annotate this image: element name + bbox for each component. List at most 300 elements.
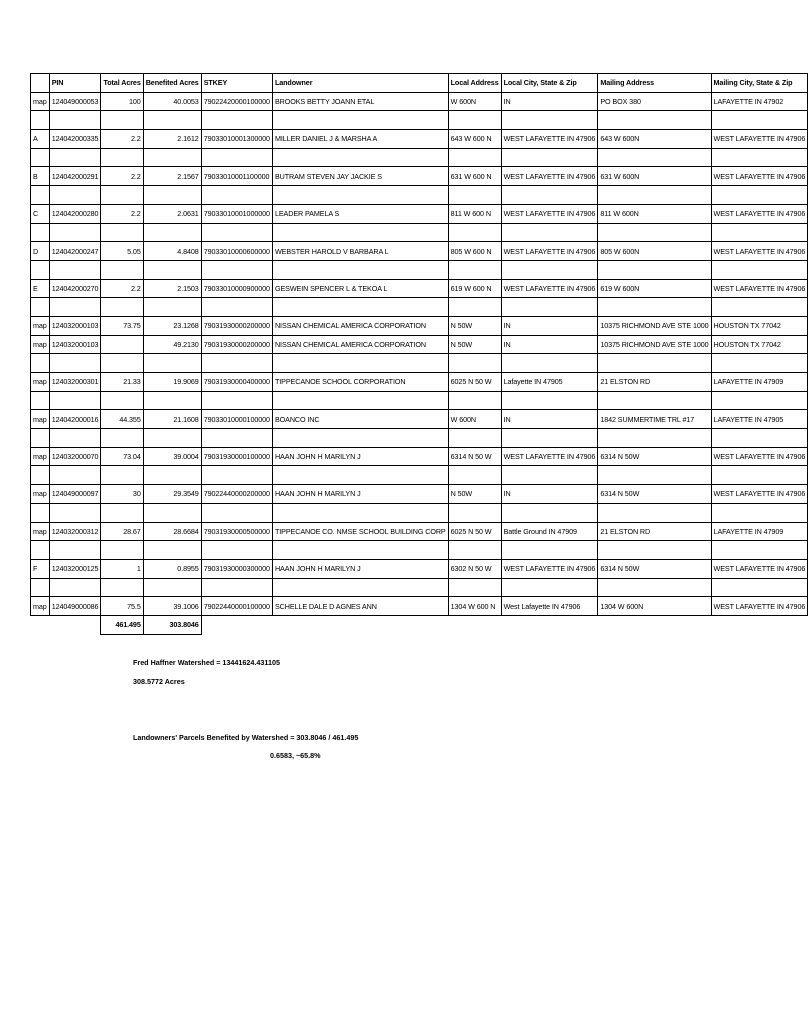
cell-row-marker: map	[31, 485, 50, 504]
cell-local-city: WEST LAFAYETTE IN 47906	[501, 242, 598, 261]
spacer-cell	[143, 223, 201, 242]
spacer-cell	[448, 260, 501, 279]
benefited-acres-sum: 303.8046	[143, 615, 201, 634]
spacer-cell	[31, 578, 50, 597]
header-benefited-acres: Benefited Acres	[143, 74, 201, 93]
cell-benefited-acres: 39.1006	[143, 597, 201, 616]
spreadsheet	[30, 73, 808, 635]
spacer-cell	[501, 186, 598, 205]
cell-total-acres: 21.33	[101, 373, 143, 392]
spacer-cell	[101, 298, 143, 317]
spacer-cell	[272, 503, 448, 522]
spacer-cell	[501, 148, 598, 167]
spacer-row	[31, 354, 808, 373]
spacer-cell	[143, 186, 201, 205]
table-row	[31, 335, 808, 354]
cell-local-address: 619 W 600 N	[448, 279, 501, 298]
spacer-cell	[101, 148, 143, 167]
cell-pin: 124032000125	[49, 559, 101, 578]
spacer-cell	[49, 541, 101, 560]
cell-landowner: LEADER PAMELA S	[272, 204, 448, 223]
cell-mailing-city: WEST LAFAYETTE IN 47906	[711, 279, 808, 298]
cell-mailing-city: LAFAYETTE IN 47905	[711, 410, 808, 429]
ratio-note: Landowners' Parcels Benefited by Watershed = 303.8046 / 461.495	[133, 733, 359, 742]
header-mailing-city: Mailing City, State & Zip	[711, 74, 808, 93]
spacer-cell	[201, 298, 272, 317]
cell-mailing-address: 6314 N 50W	[598, 447, 711, 466]
cell-stkey: 79033010001100000	[201, 167, 272, 186]
spacer-cell	[49, 298, 101, 317]
cell-local-address: 6025 N 50 W	[448, 522, 501, 541]
spacer-row	[31, 429, 808, 448]
spacer-cell	[501, 298, 598, 317]
spacer-cell	[101, 466, 143, 485]
cell-stkey: 79033010001300000	[201, 130, 272, 149]
cell-total-acres: 100	[101, 92, 143, 111]
spacer-cell	[143, 503, 201, 522]
cell-landowner: NISSAN CHEMICAL AMERICA CORPORATION	[272, 335, 448, 354]
spacer-cell	[49, 503, 101, 522]
spacer-cell	[598, 466, 711, 485]
cell-row-marker: F	[31, 559, 50, 578]
cell-mailing-address: 1842 SUMMERTIME TRL #17	[598, 410, 711, 429]
spacer-cell	[49, 578, 101, 597]
table-row	[31, 485, 808, 504]
cell-benefited-acres: 21.1608	[143, 410, 201, 429]
spacer-cell	[272, 223, 448, 242]
spacer-cell	[448, 578, 501, 597]
cell-mailing-city: WEST LAFAYETTE IN 47906	[711, 485, 808, 504]
spacer-cell	[49, 391, 101, 410]
cell-pin: 124042000270	[49, 279, 101, 298]
spacer-row	[31, 298, 808, 317]
spacer-cell	[201, 186, 272, 205]
cell-local-address: N 50W	[448, 316, 501, 335]
header-pin: PIN	[49, 74, 101, 93]
spacer-cell	[501, 111, 598, 130]
cell-mailing-city: WEST LAFAYETTE IN 47906	[711, 167, 808, 186]
ratio-percent-note: 0.6583, ~65.8%	[270, 751, 321, 760]
table-row	[31, 316, 808, 335]
cell-stkey: 79031930000400000	[201, 373, 272, 392]
spacer-row	[31, 391, 808, 410]
cell-row-marker: C	[31, 204, 50, 223]
spacer-row	[31, 186, 808, 205]
cell-total-acres: 5.05	[101, 242, 143, 261]
header-local-address: Local Address	[448, 74, 501, 93]
parcel-table	[30, 73, 808, 635]
spacer-cell	[598, 148, 711, 167]
table-row	[31, 242, 808, 261]
cell-pin: 124032000103	[49, 335, 101, 354]
cell-mailing-city: LAFAYETTE IN 47909	[711, 522, 808, 541]
spacer-cell	[598, 354, 711, 373]
spacer-cell	[272, 354, 448, 373]
cell-total-acres: 2.2	[101, 204, 143, 223]
spacer-cell	[501, 541, 598, 560]
cell-local-city: Lafayette IN 47905	[501, 373, 598, 392]
spacer-cell	[143, 148, 201, 167]
cell-stkey: 79031930000300000	[201, 559, 272, 578]
spacer-cell	[49, 466, 101, 485]
cell-local-address: 6025 N 50 W	[448, 373, 501, 392]
spacer-cell	[49, 354, 101, 373]
cell-local-city: WEST LAFAYETTE IN 47906	[501, 279, 598, 298]
cell-row-marker: map	[31, 92, 50, 111]
cell-pin: 124032000070	[49, 447, 101, 466]
empty-cell	[598, 615, 711, 634]
spacer-cell	[448, 541, 501, 560]
cell-mailing-address: 10375 RICHMOND AVE STE 1000	[598, 335, 711, 354]
spacer-row	[31, 503, 808, 522]
cell-mailing-city: HOUSTON TX 77042	[711, 335, 808, 354]
cell-row-marker: map	[31, 335, 50, 354]
cell-landowner: TIPPECANOE SCHOOL CORPORATION	[272, 373, 448, 392]
cell-row-marker: map	[31, 316, 50, 335]
cell-benefited-acres: 39.0004	[143, 447, 201, 466]
spacer-cell	[711, 503, 808, 522]
spacer-cell	[101, 429, 143, 448]
cell-total-acres: 1	[101, 559, 143, 578]
cell-mailing-address: 21 ELSTON RD	[598, 373, 711, 392]
empty-cell	[448, 615, 501, 634]
spacer-row	[31, 541, 808, 560]
spacer-cell	[272, 391, 448, 410]
cell-landowner: BROOKS BETTY JOANN ETAL	[272, 92, 448, 111]
cell-landowner: TIPPECANOE CO. NMSE SCHOOL BUILDING CORP	[272, 522, 448, 541]
spacer-cell	[201, 541, 272, 560]
spacer-cell	[501, 429, 598, 448]
spacer-cell	[501, 354, 598, 373]
spacer-cell	[143, 541, 201, 560]
table-row	[31, 373, 808, 392]
spacer-cell	[201, 578, 272, 597]
cell-pin: 124049000053	[49, 92, 101, 111]
cell-mailing-city: WEST LAFAYETTE IN 47906	[711, 597, 808, 616]
spacer-cell	[501, 466, 598, 485]
cell-mailing-city: WEST LAFAYETTE IN 47906	[711, 447, 808, 466]
cell-local-city: Battle Ground IN 47909	[501, 522, 598, 541]
spacer-cell	[201, 354, 272, 373]
spacer-cell	[598, 186, 711, 205]
spacer-cell	[711, 148, 808, 167]
cell-pin: 124032000103	[49, 316, 101, 335]
watershed-note: Fred Haffner Watershed = 13441624.431105	[133, 658, 280, 667]
cell-local-address: N 50W	[448, 485, 501, 504]
spacer-cell	[143, 298, 201, 317]
spacer-cell	[101, 260, 143, 279]
cell-local-address: 811 W 600 N	[448, 204, 501, 223]
header-total-acres: Total Acres	[101, 74, 143, 93]
cell-total-acres	[101, 335, 143, 354]
cell-benefited-acres: 23.1268	[143, 316, 201, 335]
spacer-cell	[201, 260, 272, 279]
spacer-cell	[31, 186, 50, 205]
cell-benefited-acres: 4.8408	[143, 242, 201, 261]
cell-pin: 124049000086	[49, 597, 101, 616]
spacer-cell	[101, 578, 143, 597]
cell-mailing-address: 805 W 600N	[598, 242, 711, 261]
cell-local-address: 643 W 600 N	[448, 130, 501, 149]
spacer-cell	[101, 223, 143, 242]
cell-landowner: BOANCO INC	[272, 410, 448, 429]
spacer-cell	[711, 354, 808, 373]
cell-stkey: 79031930000500000	[201, 522, 272, 541]
cell-landowner: SCHELLE DALE D AGNES ANN	[272, 597, 448, 616]
cell-local-city: IN	[501, 410, 598, 429]
spacer-cell	[448, 391, 501, 410]
cell-total-acres: 2.2	[101, 130, 143, 149]
cell-row-marker: map	[31, 373, 50, 392]
spacer-cell	[711, 391, 808, 410]
spacer-cell	[711, 298, 808, 317]
cell-stkey: 79022440000100000	[201, 597, 272, 616]
spacer-cell	[49, 260, 101, 279]
spacer-cell	[501, 260, 598, 279]
cell-total-acres: 28.67	[101, 522, 143, 541]
spacer-cell	[598, 260, 711, 279]
spacer-cell	[598, 111, 711, 130]
spacer-cell	[272, 466, 448, 485]
spacer-cell	[101, 111, 143, 130]
spacer-cell	[598, 541, 711, 560]
spacer-cell	[448, 298, 501, 317]
cell-benefited-acres: 2.1612	[143, 130, 201, 149]
cell-pin: 124042000335	[49, 130, 101, 149]
cell-local-city: West Lafayette IN 47906	[501, 597, 598, 616]
spacer-cell	[49, 111, 101, 130]
empty-cell	[501, 615, 598, 634]
header-row	[31, 74, 808, 93]
spacer-cell	[711, 466, 808, 485]
cell-stkey: 79031930000200000	[201, 335, 272, 354]
spacer-cell	[143, 260, 201, 279]
spacer-row	[31, 111, 808, 130]
total-acres-sum: 461.495	[101, 615, 143, 634]
cell-mailing-city: LAFAYETTE IN 47909	[711, 373, 808, 392]
spacer-cell	[272, 429, 448, 448]
spacer-cell	[31, 541, 50, 560]
spacer-cell	[598, 578, 711, 597]
cell-stkey: 79033010001000000	[201, 204, 272, 223]
cell-row-marker: E	[31, 279, 50, 298]
cell-total-acres: 73.75	[101, 316, 143, 335]
cell-local-address: 6314 N 50 W	[448, 447, 501, 466]
spacer-cell	[101, 541, 143, 560]
cell-row-marker: B	[31, 167, 50, 186]
cell-local-city: WEST LAFAYETTE IN 47906	[501, 559, 598, 578]
spacer-cell	[31, 298, 50, 317]
spacer-row	[31, 223, 808, 242]
cell-stkey: 79033010000100000	[201, 410, 272, 429]
cell-row-marker: A	[31, 130, 50, 149]
spacer-cell	[143, 111, 201, 130]
spacer-cell	[143, 354, 201, 373]
totals-row	[31, 615, 808, 634]
spacer-cell	[143, 429, 201, 448]
spacer-cell	[31, 148, 50, 167]
empty-cell	[201, 615, 272, 634]
table-row	[31, 167, 808, 186]
header-mailing-address: Mailing Address	[598, 74, 711, 93]
cell-total-acres: 75.5	[101, 597, 143, 616]
table-row	[31, 410, 808, 429]
spacer-cell	[101, 503, 143, 522]
cell-landowner: NISSAN CHEMICAL AMERICA CORPORATION	[272, 316, 448, 335]
cell-pin: 124042000291	[49, 167, 101, 186]
cell-landowner: HAAN JOHN H MARILYN J	[272, 559, 448, 578]
empty-cell	[272, 615, 448, 634]
cell-stkey: 79022440000200000	[201, 485, 272, 504]
cell-benefited-acres: 2.0631	[143, 204, 201, 223]
cell-mailing-address: 619 W 600N	[598, 279, 711, 298]
spacer-cell	[501, 503, 598, 522]
spacer-cell	[101, 354, 143, 373]
spacer-cell	[711, 260, 808, 279]
cell-row-marker: D	[31, 242, 50, 261]
spacer-cell	[201, 429, 272, 448]
cell-local-city: IN	[501, 485, 598, 504]
spacer-cell	[448, 503, 501, 522]
cell-stkey: 79033010000600000	[201, 242, 272, 261]
spacer-cell	[201, 466, 272, 485]
spacer-cell	[31, 111, 50, 130]
cell-stkey: 79033010000900000	[201, 279, 272, 298]
cell-row-marker: map	[31, 522, 50, 541]
cell-benefited-acres: 28.6684	[143, 522, 201, 541]
cell-mailing-address: 631 W 600N	[598, 167, 711, 186]
cell-mailing-address: 811 W 600N	[598, 204, 711, 223]
cell-local-city: IN	[501, 92, 598, 111]
table-row	[31, 559, 808, 578]
cell-benefited-acres: 40.0053	[143, 92, 201, 111]
cell-mailing-city: WEST LAFAYETTE IN 47906	[711, 559, 808, 578]
spacer-row	[31, 260, 808, 279]
cell-total-acres: 2.2	[101, 279, 143, 298]
cell-local-address: 631 W 600 N	[448, 167, 501, 186]
cell-local-city: IN	[501, 316, 598, 335]
cell-mailing-city: WEST LAFAYETTE IN 47906	[711, 204, 808, 223]
spacer-cell	[31, 391, 50, 410]
spacer-cell	[49, 148, 101, 167]
cell-local-address: W 600N	[448, 92, 501, 111]
spacer-cell	[448, 111, 501, 130]
spacer-cell	[272, 260, 448, 279]
spacer-cell	[272, 148, 448, 167]
spacer-cell	[31, 429, 50, 448]
spacer-cell	[501, 391, 598, 410]
spacer-cell	[448, 466, 501, 485]
spacer-cell	[31, 503, 50, 522]
spacer-cell	[711, 186, 808, 205]
spacer-cell	[711, 111, 808, 130]
spacer-cell	[201, 148, 272, 167]
spacer-cell	[598, 223, 711, 242]
table-row	[31, 92, 808, 111]
cell-local-city: WEST LAFAYETTE IN 47906	[501, 204, 598, 223]
header-row-marker	[31, 74, 50, 93]
spacer-cell	[598, 391, 711, 410]
spacer-cell	[272, 541, 448, 560]
spacer-cell	[201, 391, 272, 410]
spacer-cell	[598, 298, 711, 317]
cell-stkey: 79031930000200000	[201, 316, 272, 335]
table-row	[31, 279, 808, 298]
watershed-acres-note: 308.5772 Acres	[133, 677, 185, 686]
cell-landowner: HAAN JOHN H MARILYN J	[272, 447, 448, 466]
cell-mailing-address: 21 ELSTON RD	[598, 522, 711, 541]
spacer-cell	[448, 223, 501, 242]
cell-mailing-address: 6314 N 50W	[598, 485, 711, 504]
cell-mailing-address: 643 W 600N	[598, 130, 711, 149]
spacer-cell	[201, 223, 272, 242]
spacer-cell	[598, 503, 711, 522]
spacer-cell	[448, 429, 501, 448]
cell-local-address: W 600N	[448, 410, 501, 429]
spacer-cell	[598, 429, 711, 448]
spacer-cell	[272, 186, 448, 205]
cell-landowner: WEBSTER HAROLD V BARBARA L	[272, 242, 448, 261]
cell-stkey: 79031930000100000	[201, 447, 272, 466]
cell-local-city: WEST LAFAYETTE IN 47906	[501, 167, 598, 186]
spacer-row	[31, 148, 808, 167]
empty-cell	[31, 615, 50, 634]
cell-total-acres: 30	[101, 485, 143, 504]
cell-mailing-city: WEST LAFAYETTE IN 47906	[711, 130, 808, 149]
cell-total-acres: 2.2	[101, 167, 143, 186]
spacer-cell	[49, 186, 101, 205]
spacer-cell	[272, 578, 448, 597]
spacer-cell	[49, 223, 101, 242]
empty-cell	[49, 615, 101, 634]
cell-benefited-acres: 0.8955	[143, 559, 201, 578]
cell-mailing-address: 1304 W 600N	[598, 597, 711, 616]
cell-pin: 124049000097	[49, 485, 101, 504]
cell-mailing-address: 10375 RICHMOND AVE STE 1000	[598, 316, 711, 335]
cell-local-city: IN	[501, 335, 598, 354]
spacer-cell	[143, 466, 201, 485]
spacer-cell	[31, 354, 50, 373]
cell-row-marker: map	[31, 410, 50, 429]
spacer-cell	[31, 466, 50, 485]
cell-pin: 124032000312	[49, 522, 101, 541]
spacer-cell	[201, 503, 272, 522]
cell-stkey: 79022420000100000	[201, 92, 272, 111]
cell-mailing-city: WEST LAFAYETTE IN 47906	[711, 242, 808, 261]
spacer-cell	[201, 111, 272, 130]
cell-benefited-acres: 2.1567	[143, 167, 201, 186]
cell-mailing-address: PO BOX 380	[598, 92, 711, 111]
header-stkey: STKEY	[201, 74, 272, 93]
spacer-cell	[448, 354, 501, 373]
cell-row-marker: map	[31, 597, 50, 616]
spacer-cell	[272, 111, 448, 130]
spacer-cell	[143, 578, 201, 597]
cell-local-city: WEST LAFAYETTE IN 47906	[501, 130, 598, 149]
cell-mailing-address: 6314 N 50W	[598, 559, 711, 578]
cell-pin: 124042000016	[49, 410, 101, 429]
cell-local-address: 1304 W 600 N	[448, 597, 501, 616]
spacer-cell	[101, 186, 143, 205]
cell-pin: 124042000247	[49, 242, 101, 261]
spacer-cell	[101, 391, 143, 410]
cell-local-address: 805 W 600 N	[448, 242, 501, 261]
cell-benefited-acres: 2.1503	[143, 279, 201, 298]
cell-landowner: HAAN JOHN H MARILYN J	[272, 485, 448, 504]
spacer-cell	[711, 578, 808, 597]
table-row	[31, 447, 808, 466]
spacer-row	[31, 466, 808, 485]
